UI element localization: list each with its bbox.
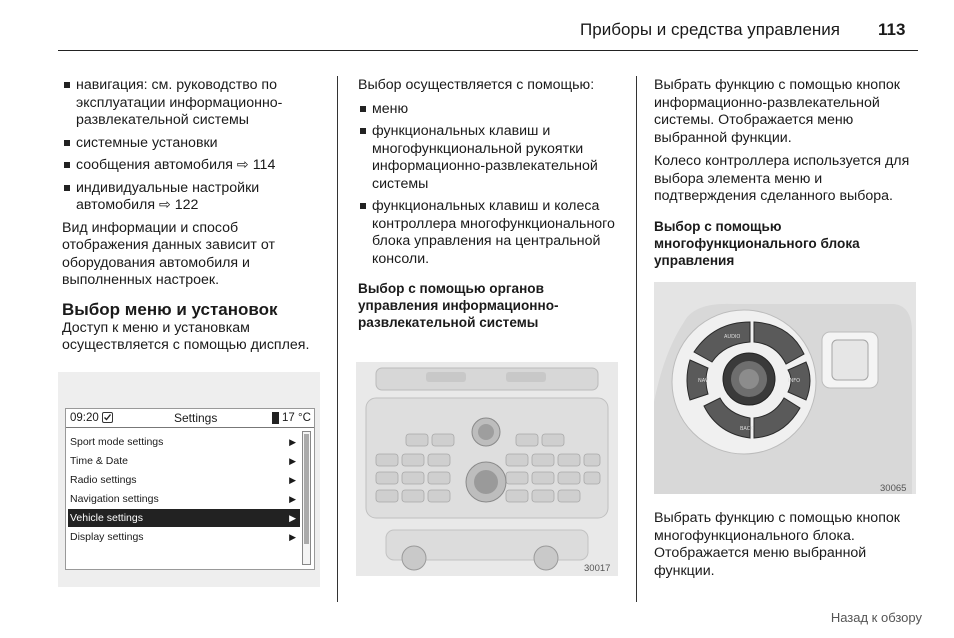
scrollbar[interactable] <box>302 431 311 565</box>
controller-figure <box>654 282 916 494</box>
menu-item-sport-mode[interactable] <box>68 433 300 451</box>
knob-label-audio: AUDIO <box>724 334 741 340</box>
back-to-overview-link[interactable]: Назад к обзору <box>830 610 922 625</box>
header-divider <box>58 50 918 51</box>
knob-label-back: BACK <box>740 426 754 432</box>
knob-label-nav: NAV <box>698 378 709 384</box>
menu-item-label: Time & Date <box>70 455 128 467</box>
paragraph: Выбрать функцию с помощью кнопок многофункционального блока. Отображается меню выбранной функции. <box>654 510 900 579</box>
list-item: системные установки <box>62 135 320 153</box>
page-number: 113 <box>878 20 906 39</box>
column-1 <box>62 77 320 361</box>
scrollbar-thumb[interactable] <box>304 434 309 544</box>
column-divider <box>337 76 338 602</box>
chevron-right-icon: ▶ <box>289 456 296 466</box>
list-item: функциональных клавиш и колеса контроллера многофункционального блока управления на центральной консоли. <box>358 198 620 268</box>
menu-item-radio[interactable] <box>68 471 300 489</box>
chevron-right-icon: ▶ <box>289 475 296 485</box>
settings-display-figure <box>58 372 320 587</box>
paragraph: Вид информации и способ отображения данных зависит от оборудования автомобиля и выполненных настроек. <box>62 219 275 288</box>
screen-header <box>66 409 314 428</box>
menu-item-vehicle[interactable] <box>68 509 300 527</box>
paragraph: Выбор осуществляется с помощью: <box>358 77 595 93</box>
figure-number: 30017 <box>584 563 611 574</box>
page-header-title: Приборы и средства управления <box>580 20 840 39</box>
section-heading: Выбор меню и установок <box>62 299 278 319</box>
paragraph: Колесо контроллера используется для выбора элемента меню и подтверждения сделанного выбора. <box>654 153 910 204</box>
list-item: сообщения автомобиля ⇨ 114 <box>62 157 320 175</box>
list-item: индивидуальные настройки автомобиля ⇨ 122 <box>62 180 320 215</box>
chevron-right-icon: ▶ <box>289 532 296 542</box>
column-divider <box>636 76 637 602</box>
menu-item-label: Sport mode settings <box>70 436 164 448</box>
paragraph: Доступ к меню и установкам осуществляется с помощью дисплея. <box>62 319 310 353</box>
figure-number: 30065 <box>880 483 907 494</box>
settings-screen <box>65 408 315 570</box>
list-item: навигация: см. руководство по эксплуатации информационно-развлекательной системы <box>62 77 320 130</box>
knob-label-info: INFO <box>788 378 801 384</box>
section-heading: Выбор с помощью многофункционального блока управления <box>654 218 860 268</box>
column-2 <box>358 77 620 335</box>
controller-illustration <box>654 282 916 494</box>
infotainment-console-figure <box>356 362 618 576</box>
paragraph: Выбрать функцию с помощью кнопок информационно-развлекательной системы. Отображается меню выбранной функции. <box>654 77 900 146</box>
thermometer-icon <box>272 412 279 424</box>
chevron-right-icon: ▶ <box>289 437 296 447</box>
chevron-right-icon: ▶ <box>289 494 296 504</box>
screen-temperature: 17 °C <box>282 412 311 424</box>
screen-title: Settings <box>174 411 218 425</box>
menu-item-label: Navigation settings <box>70 493 159 505</box>
section-heading: Выбор с помощью органов управления информационно-развлекательной системы <box>358 281 559 330</box>
list-item: меню <box>358 101 620 119</box>
column-3-bottom <box>654 510 918 586</box>
chevron-right-icon: ▶ <box>289 513 296 523</box>
list-item: функциональных клавиш и многофункциональной рукоятки информационно-развлекательной системы <box>358 123 620 193</box>
menu-item-label: Radio settings <box>70 474 137 486</box>
column-3 <box>654 77 918 273</box>
console-illustration <box>356 362 618 576</box>
check-icon <box>102 412 113 423</box>
menu-item-label: Display settings <box>70 531 144 543</box>
screen-time: 09:20 <box>70 412 99 424</box>
menu-item-time-date[interactable] <box>68 452 300 470</box>
menu-item-label: Vehicle settings <box>70 512 143 524</box>
menu-item-navigation[interactable] <box>68 490 300 508</box>
menu-item-display[interactable] <box>68 528 300 546</box>
